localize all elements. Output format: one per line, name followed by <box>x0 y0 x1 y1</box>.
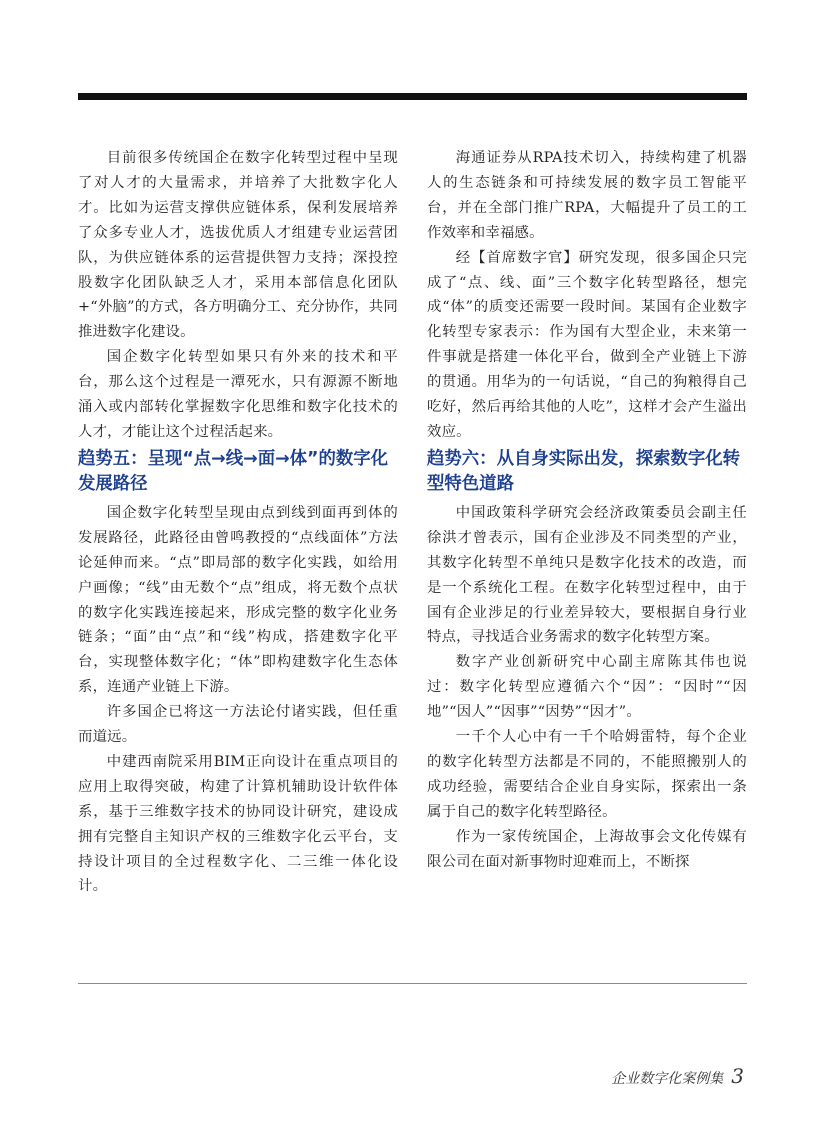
paragraph: 海通证券从RPA技术切入，持续构建了机器人的生态链条和可持续发展的数字员工智能平台，并在全部门推广RPA，大幅提升了员工的工作效率和幸福感。 <box>427 150 747 241</box>
footer-title: 企业数字化案例集 <box>611 1071 724 1087</box>
paragraph: 国企数字化转型如果只有外来的技术和平台，那么这个过程是一潭死水，只有源源不断地涌入或内部转化掌握数字化思维和数字化技术的人才，才能让这个过程活起来。 <box>78 349 398 440</box>
left-column <box>78 146 398 899</box>
page-number: 3 <box>731 1064 744 1088</box>
paragraph: 经【首席数字官】研究发现，很多国企只完成了“点、线、面”三个数字化转型路径，想完成“体”的质变还需要一段时间。某国有企业数字化转型专家表示：作为国有大型企业，未来第一件事就是搭建一体化平台，做到全产业链上下游的贯通。用华为的一句话说，“自己的狗粮得自己吃好，然后再给其他的人吃”，这样才会产生溢出效应。 <box>427 249 747 440</box>
paragraph: 中建西南院采用BIM正向设计在重点项目的应用上取得突破，构建了计算机辅助设计软件体系，基于三维数字技术的协同设计研究，建设成拥有完整自主知识产权的三维数字化云平台，支持设计项目的全过程数字化、二三维一体化设计。 <box>78 753 398 895</box>
paragraph: 数字产业创新研究中心副主席陈其伟也说过：数字化转型应遵循六个“因”：“因时”“因地”“因人”“因事”“因势”“因才”。 <box>427 654 747 721</box>
paragraph: 许多国企已将这一方法论付诸实践，但任重而道远。 <box>78 704 398 746</box>
page-footer <box>611 1064 744 1088</box>
paragraph: 目前很多传统国企在数字化转型过程中呈现了对人才的大量需求，并培养了大批数字化人才。比如为运营支撑供应链体系，保利发展培养了众多专业人才，选拔优质人才组建专业运营团队，为供应链体系的运营提供智力支持；深投控股数字化团队缺乏人才，采用本部信息化团队+“外脑”的方式，各方明确分工、充分协作，共同推进数字化建设。 <box>78 150 398 341</box>
section-heading-trend-six: 趋势六：从自身实际出发，探索数字化转型特色道路 <box>427 448 741 494</box>
right-column <box>427 146 747 874</box>
paragraph: 国企数字化转型呈现由点到线到面再到体的发展路径，此路径由曾鸣教授的“点线面体”方法论延伸而来。“点”即局部的数字化实践，如给用户画像；“线”由无数个“点”组成，将无数个点状的数字化实践连接起来，形成完整的数字化业务链条；“面”由“点”和“线”构成，搭建数字化平台，实现整体数字化；“体”即构建数字化生态体系，连通产业链上下游。 <box>78 504 398 696</box>
top-rule <box>78 93 747 100</box>
bottom-rule <box>78 983 747 984</box>
paragraph: 作为一家传统国企，上海故事会文化传媒有限公司在面对新事物时迎难而上，不断探 <box>427 828 747 870</box>
section-heading-trend-five: 趋势五：呈现“点→线→面→体”的数字化发展路径 <box>78 448 389 494</box>
paragraph: 中国政策科学研究会经济政策委员会副主任徐洪才曾表示，国有企业涉及不同类型的产业，其数字化转型不单纯只是数字化技术的改造，而是一个系统化工程。在数字化转型过程中，由于国有企业涉足的行业差异较大，要根据自身行业特点，寻找适合业务需求的数字化转型方案。 <box>427 504 747 646</box>
paragraph: 一千个人心中有一千个哈姆雷特，每个企业的数字化转型方法都是不同的，不能照搬别人的成功经验，需要结合企业自身实际，探索出一条属于自己的数字化转型路径。 <box>427 729 747 820</box>
